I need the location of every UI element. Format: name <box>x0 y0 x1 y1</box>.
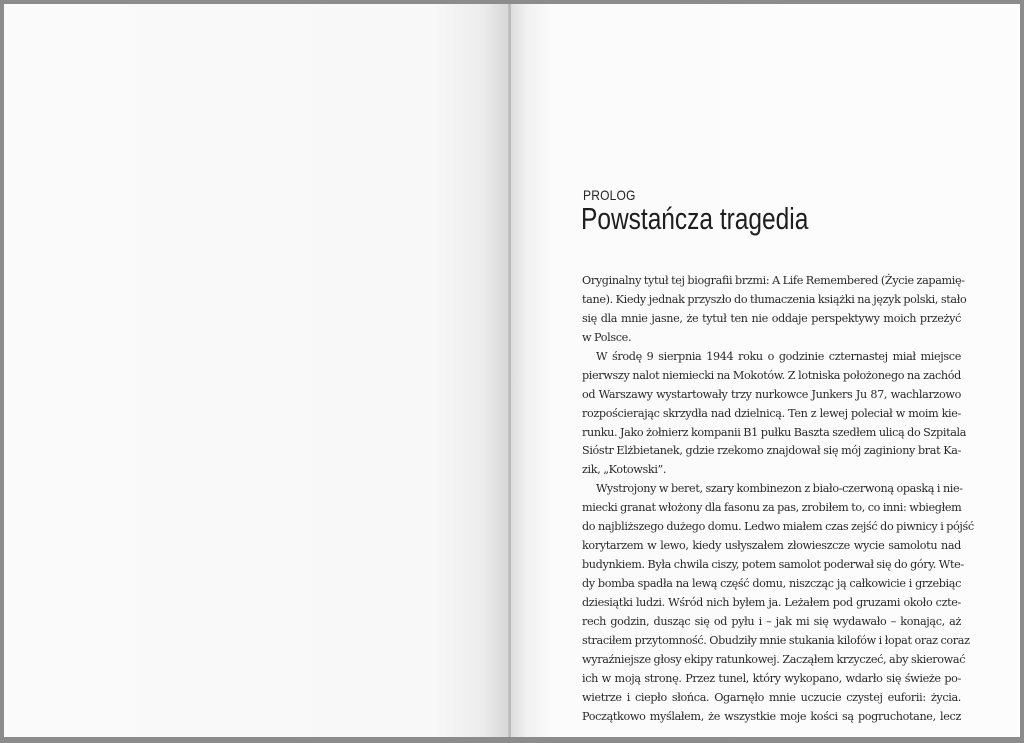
text-line: tane). Kiedy jednak przyszło do tłumaczenia książki na język polski, stało <box>582 292 967 306</box>
text-line: dziesiątki ludzi. Wśród nich byłem ja. Leżałem pod gruzami około czte- <box>582 595 961 609</box>
text-line: wietrze i ciepło słońca. Ogarnęło mnie uczucie czystej euforii: życia. <box>582 690 961 704</box>
text-line: dy bomba spadła na lewą część domu, niszcząc ją całkowicie i grzebiąc <box>582 577 961 590</box>
text-line: Początkowo myślałem, że wszystkie moje kości są pogruchotane, lecz <box>582 709 961 723</box>
text-line: Oryginalny tytuł tej biografii brzmi: A Life Remembered (Życie zapamię- <box>582 274 965 287</box>
chapter-label: PROLOG <box>583 187 636 203</box>
text-line: Wystrojony w beret, szary kombinezon z biało-czerwoną opaską i nie- <box>596 482 963 496</box>
text-line: runku. Jako żołnierz kompanii B1 pułku Baszta szedłem ulicą do Szpitala <box>582 425 967 439</box>
text-line: zik, „Kotowski”. <box>582 463 667 477</box>
text-line: się dla mnie jasne, że tytuł ten nie oddaje perspektywy moich przeżyć <box>582 311 961 325</box>
text-line: wyraźniejsze głosy ekipy ratunkowej. Zacząłem krzyczeć, aby skierować <box>582 652 966 666</box>
text-line: ich w moją stronę. Przez tunel, który wykopano, wdarło się świeże po- <box>582 671 961 685</box>
text-line: straciłem przytomność. Obudziły mnie stukania kilofów i łopat oraz coraz <box>582 633 970 647</box>
chapter-title: Powstańcza tragedia <box>581 201 809 236</box>
text-line: korytarzem w lewo, kiedy usłyszałem złowieszcze wycie samolotu nad <box>582 539 961 553</box>
text-line: budynkiem. Była chwila ciszy, potem samolot poderwał się do góry. Wte- <box>582 558 964 572</box>
text-line: w Polsce. <box>582 330 632 344</box>
text-line: do najbliższego dużego domu. Ledwo miałem czas zejść do piwnicy i pójść <box>582 520 974 534</box>
text-line: pierwszy nalot niemiecki na Mokotów. Z lotniska położonego na zachód <box>582 368 961 382</box>
text-line: od Warszawy wystartowały trzy nurkowce Junkers Ju 87, wachlarzowo <box>582 387 961 401</box>
body-text <box>582 272 974 727</box>
text-line: miecki granat włożony dla fasonu za pas, zrobiłem to, co inni: wbiegłem <box>582 501 962 515</box>
text-line: W środę 9 sierpnia 1944 roku o godzinie czternastej miał miejsce <box>596 349 961 363</box>
text-line: rech godzin, dusząc się od pyłu i – jak mi się wydawało – konając, aż <box>582 614 961 628</box>
left-page-blank <box>4 4 509 737</box>
right-page <box>511 4 1020 737</box>
text-line: rozpościerając skrzydła nad dzielnicą. Ten z lewej poleciał w moim kie- <box>582 406 961 420</box>
text-line: Sióstr Elżbietanek, gdzie rzekomo znajdował się mój zaginiony brat Ka- <box>582 444 961 458</box>
